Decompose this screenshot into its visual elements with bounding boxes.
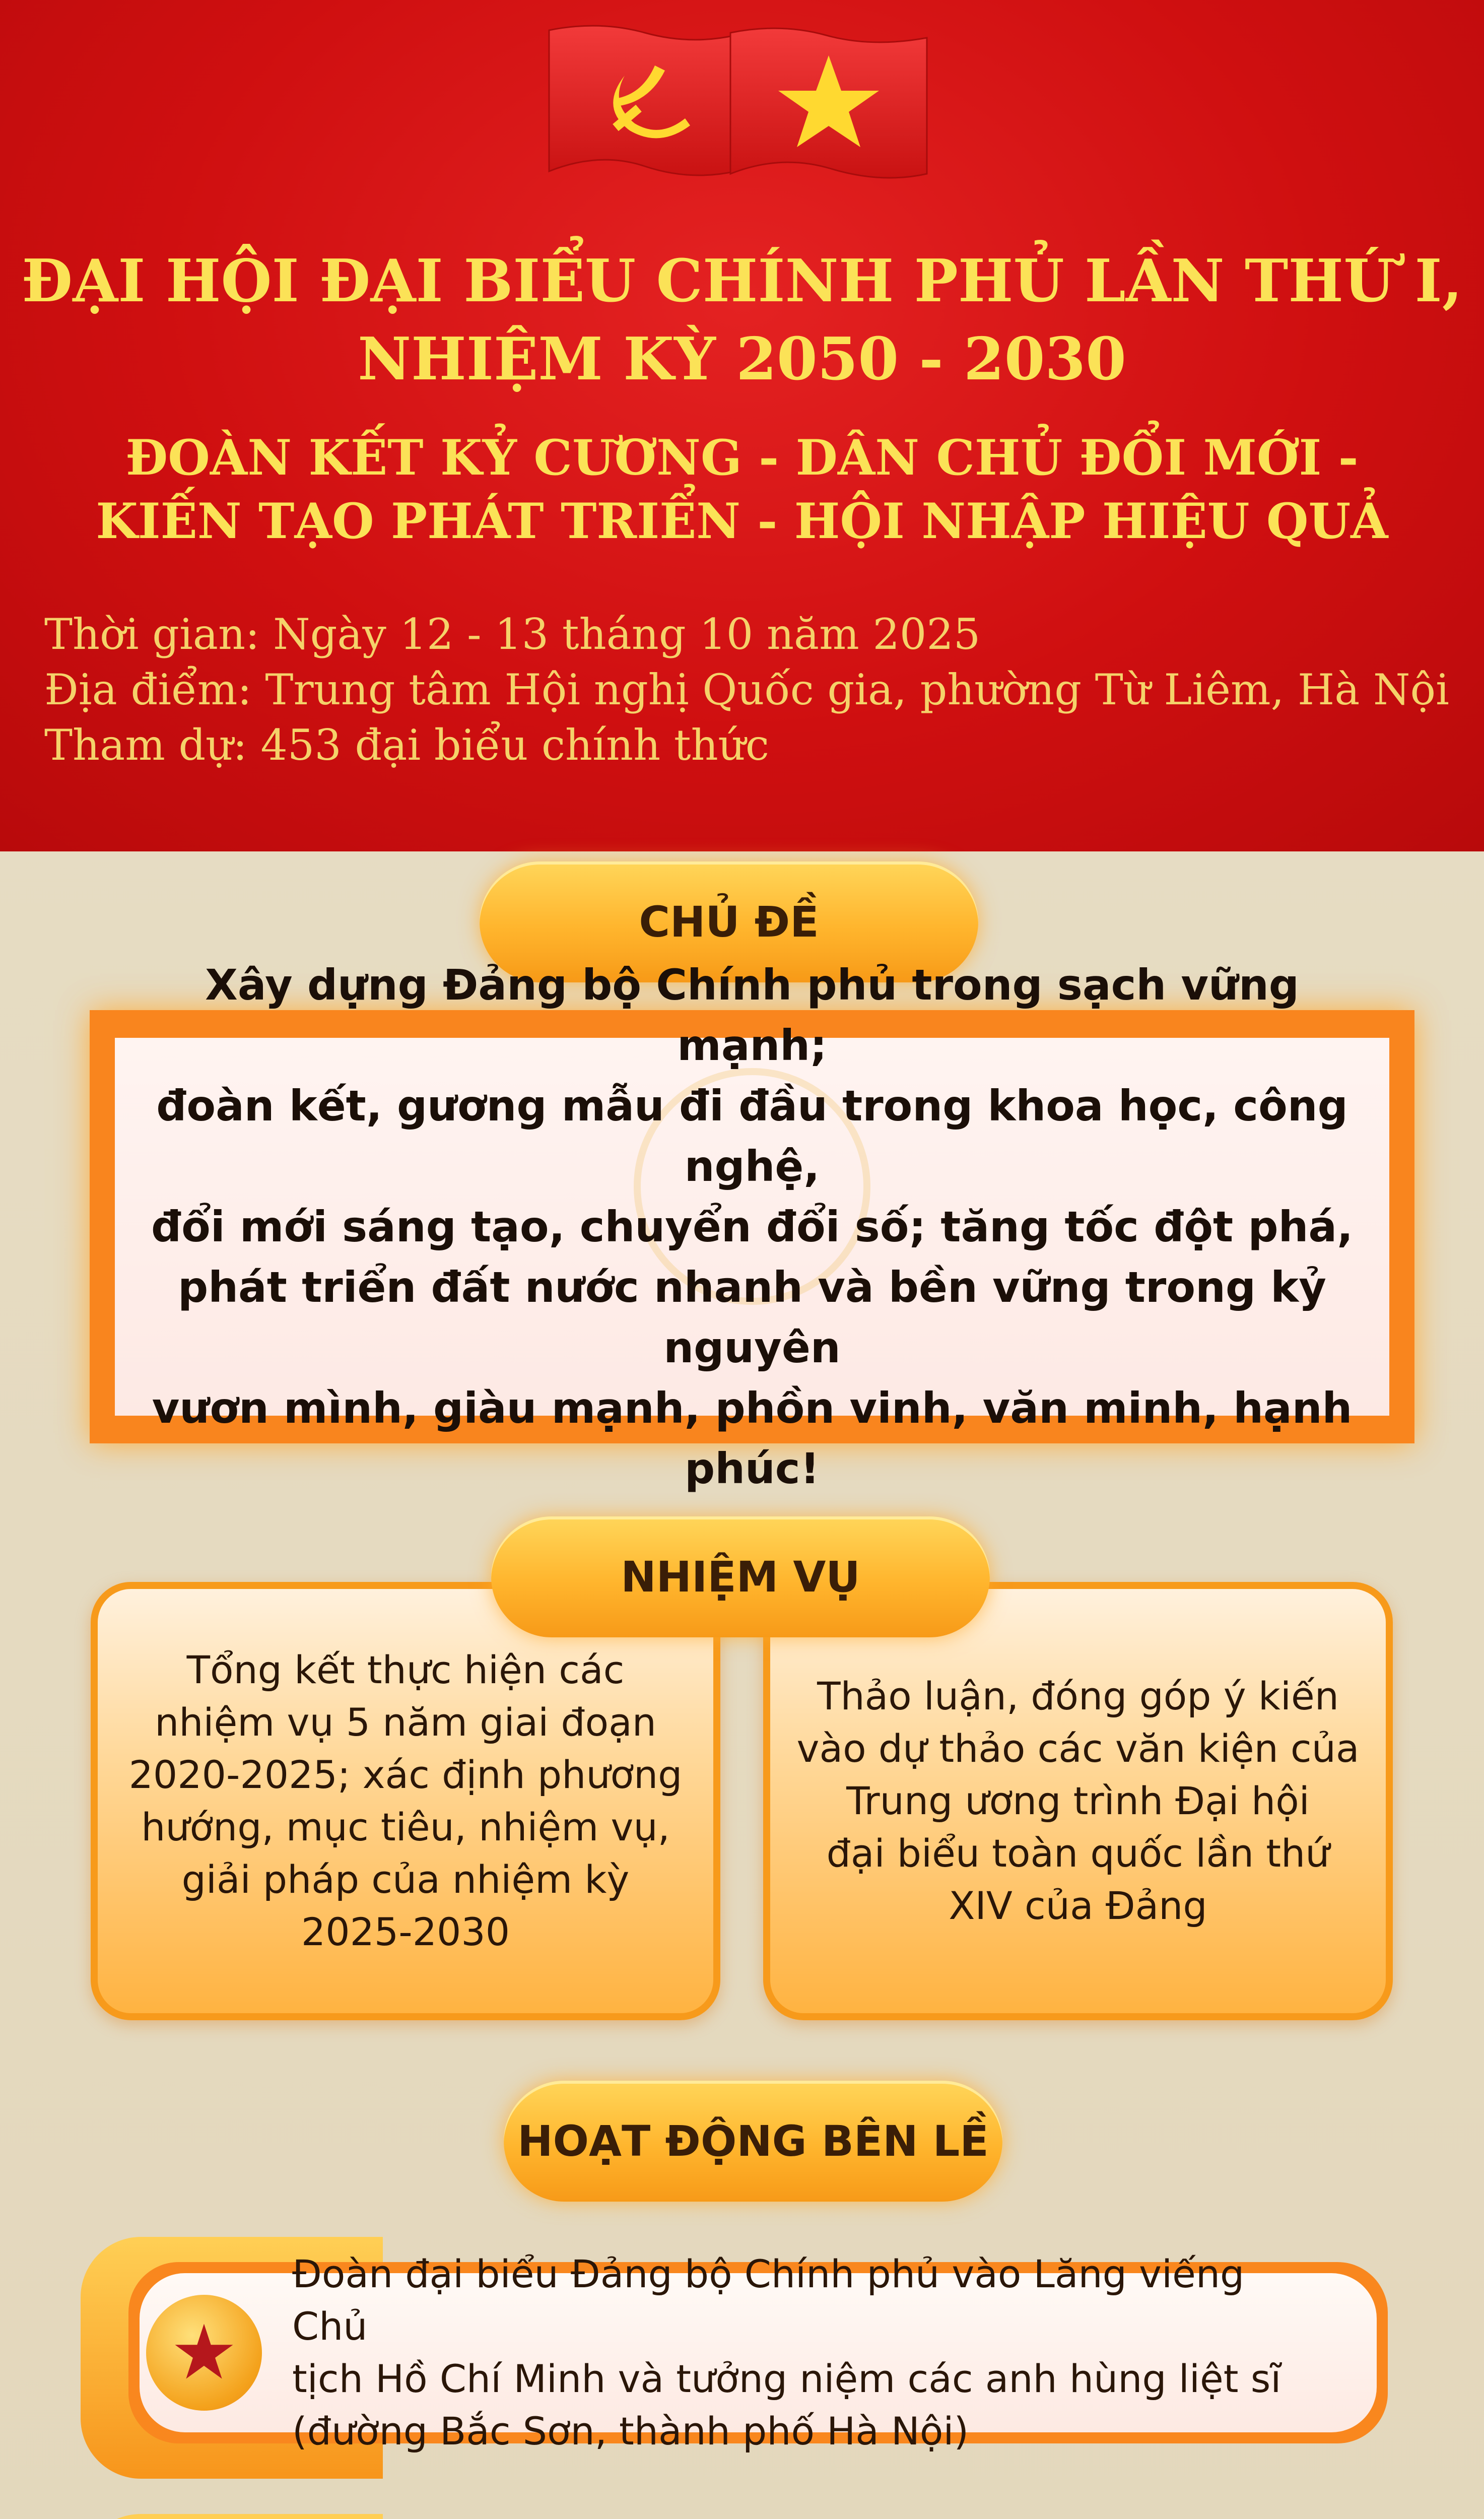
- task-line: vào dự thảo các văn kiện của: [796, 1726, 1360, 1771]
- activity-item: [81, 2237, 1405, 2479]
- task-card: [763, 1582, 1393, 2020]
- congress-title-line1: ĐẠI HỘI ĐẠI BIỂU CHÍNH PHỦ LẦN THỨ I,: [21, 247, 1463, 315]
- theme-line: đổi mới sáng tạo, chuyển đổi số; tăng tốc đột phá,: [151, 1202, 1353, 1251]
- theme-line: đoàn kết, gương mẫu đi đầu trong khoa học, công nghệ,: [156, 1081, 1348, 1191]
- event-attendees: Tham dự: 453 đại biểu chính thức: [44, 720, 769, 770]
- theme-text: [115, 955, 1389, 1499]
- activity-line: Đoàn đại biểu Đảng bộ Chính phủ vào Lăng viếng Chủ: [292, 2251, 1245, 2349]
- theme-line: phát triển đất nước nhanh và bền vững trong kỷ nguyên: [178, 1263, 1326, 1372]
- congress-title-line2: NHIỆM KỲ 2050 - 2030: [358, 325, 1126, 393]
- event-place: Địa điểm: Trung tâm Hội nghị Quốc gia, phường Từ Liêm, Hà Nội: [44, 665, 1449, 714]
- activity-line: (đường Bắc Sơn, thành phố Hà Nội): [292, 2409, 969, 2454]
- activity-line: tịch Hồ Chí Minh và tưởng niệm các anh hùng liệt sĩ: [292, 2356, 1281, 2401]
- task-line: giải pháp của nhiệm kỳ: [181, 1857, 630, 1902]
- activity-item: [81, 2514, 1405, 2519]
- task-line: 2025-2030: [301, 1909, 510, 1954]
- theme-line: Xây dựng Đảng bộ Chính phủ trong sạch vững mạnh;: [205, 960, 1299, 1070]
- slogan-line1: ĐOÀN KẾT KỶ CƯƠNG - DÂN CHỦ ĐỔI MỚI -: [125, 429, 1359, 486]
- side-activities-heading: HOẠT ĐỘNG BÊN LỀ: [504, 2081, 1002, 2202]
- header-banner: [0, 0, 1484, 851]
- theme-box: [90, 960, 1414, 1493]
- theme-heading: CHỦ ĐỀ: [480, 861, 978, 982]
- theme-box-inner: [115, 960, 1389, 1493]
- task-line: XIV của Đảng: [949, 1883, 1207, 1928]
- party-and-national-flags-icon: [544, 20, 937, 186]
- task-line: đại biểu toàn quốc lần thứ: [826, 1831, 1330, 1876]
- task-line: Trung ương trình Đại hội: [846, 1778, 1310, 1823]
- task-line: 2020-2025; xác định phương: [128, 1752, 683, 1797]
- star-icon: ★: [146, 2295, 262, 2411]
- task-card: [91, 1582, 720, 2020]
- task-line: nhiệm vụ 5 năm giai đoạn: [155, 1700, 656, 1745]
- theme-line: vươn mình, giàu mạnh, phồn vinh, văn minh, hạnh phúc!: [152, 1383, 1353, 1493]
- task-line: Thảo luận, đóng góp ý kiến: [817, 1674, 1339, 1718]
- event-time: Thời gian: Ngày 12 - 13 tháng 10 năm 2025: [44, 610, 981, 659]
- slogan-line2: KIẾN TẠO PHÁT TRIỂN - HỘI NHẬP HIỆU QUẢ: [96, 493, 1388, 550]
- tasks-heading: NHIỆM VỤ: [491, 1516, 990, 1637]
- task-line: Tổng kết thực hiện các: [186, 1647, 625, 1692]
- task-line: hướng, mục tiêu, nhiệm vụ,: [141, 1805, 670, 1849]
